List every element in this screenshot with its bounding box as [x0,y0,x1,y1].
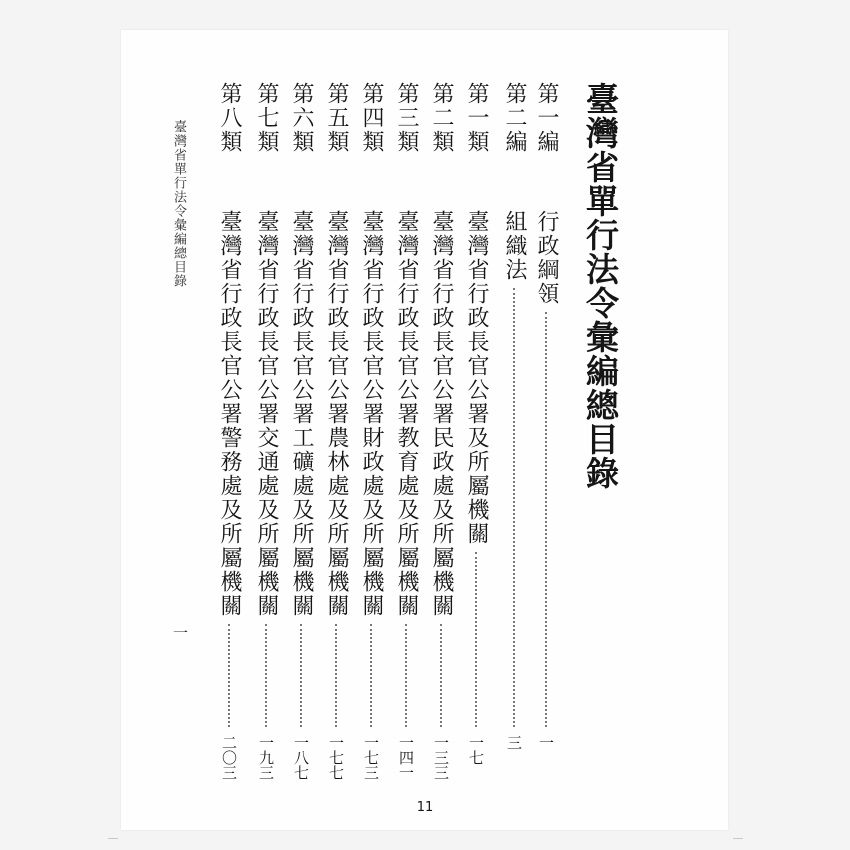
toc-entry-title: 臺灣省行政長官公署交通處及所屬機關 [254,210,279,618]
toc-entry-title: 臺灣省行政長官公署工礦處及所屬機關 [289,210,314,618]
folio-number: 一 [171,625,189,640]
dot-leader [300,624,302,727]
toc-entry-label: 第六類 [289,82,314,154]
page-title: 臺灣省單行法令彙編總目錄 [581,82,620,490]
toc-entry-title: 臺灣省行政長官公署財政處及所屬機關 [359,210,384,618]
toc-entry-page: 一九三 [257,735,275,780]
page-number: 11 [416,800,434,815]
crop-mark [733,838,743,839]
toc-entry-title: 臺灣省行政長官公署警務處及所屬機關 [217,210,242,618]
toc-entry-title: 臺灣省行政長官公署教育處及所屬機關 [394,210,419,618]
toc-entry-title: 臺灣省行政長官公署農林處及所屬機關 [324,210,349,618]
dot-leader [335,624,337,727]
toc-entry-page: 一四一 [397,735,415,780]
toc-entry-label: 第二編 [502,82,527,154]
dot-leader [370,624,372,727]
running-head: 臺灣省單行法令彙編總目錄 [171,120,186,288]
toc-entry-title: 臺灣省行政長官公署民政處及所屬機關 [429,210,454,618]
toc-entry-page: 一七七 [327,735,345,780]
dot-leader [545,312,547,727]
toc-entry-label: 第二類 [429,82,454,154]
toc-entry-page: 一三三 [432,735,450,780]
toc-entry-label: 第一編 [534,82,559,154]
toc-entry-title: 行政綱領 [534,210,559,306]
dot-leader [513,288,515,727]
toc-entry-label: 第五類 [324,82,349,154]
toc-entry-title: 組織法 [502,210,527,282]
toc-entry-page: 一八七 [292,735,310,780]
toc-entry-page: 一 [537,735,555,750]
toc-entry-title: 臺灣省行政長官公署及所屬機關 [464,210,489,546]
toc-entry-label: 第七類 [254,82,279,154]
crop-mark [108,838,118,839]
toc-entry-page: 二〇三 [220,735,238,780]
dot-leader [440,624,442,727]
toc-entry-label: 第四類 [359,82,384,154]
dot-leader [265,624,267,727]
dot-leader [475,552,477,727]
dot-leader [405,624,407,727]
toc-entry-label: 第三類 [394,82,419,154]
toc-entry-page: 三 [505,735,523,750]
toc-entry-label: 第八類 [217,82,242,154]
toc-entry-label: 第一類 [464,82,489,154]
dot-leader [228,624,230,727]
toc-entry-page: 一七三 [362,735,380,780]
toc-entry-page: 一七 [467,735,485,765]
document-page [121,30,728,830]
